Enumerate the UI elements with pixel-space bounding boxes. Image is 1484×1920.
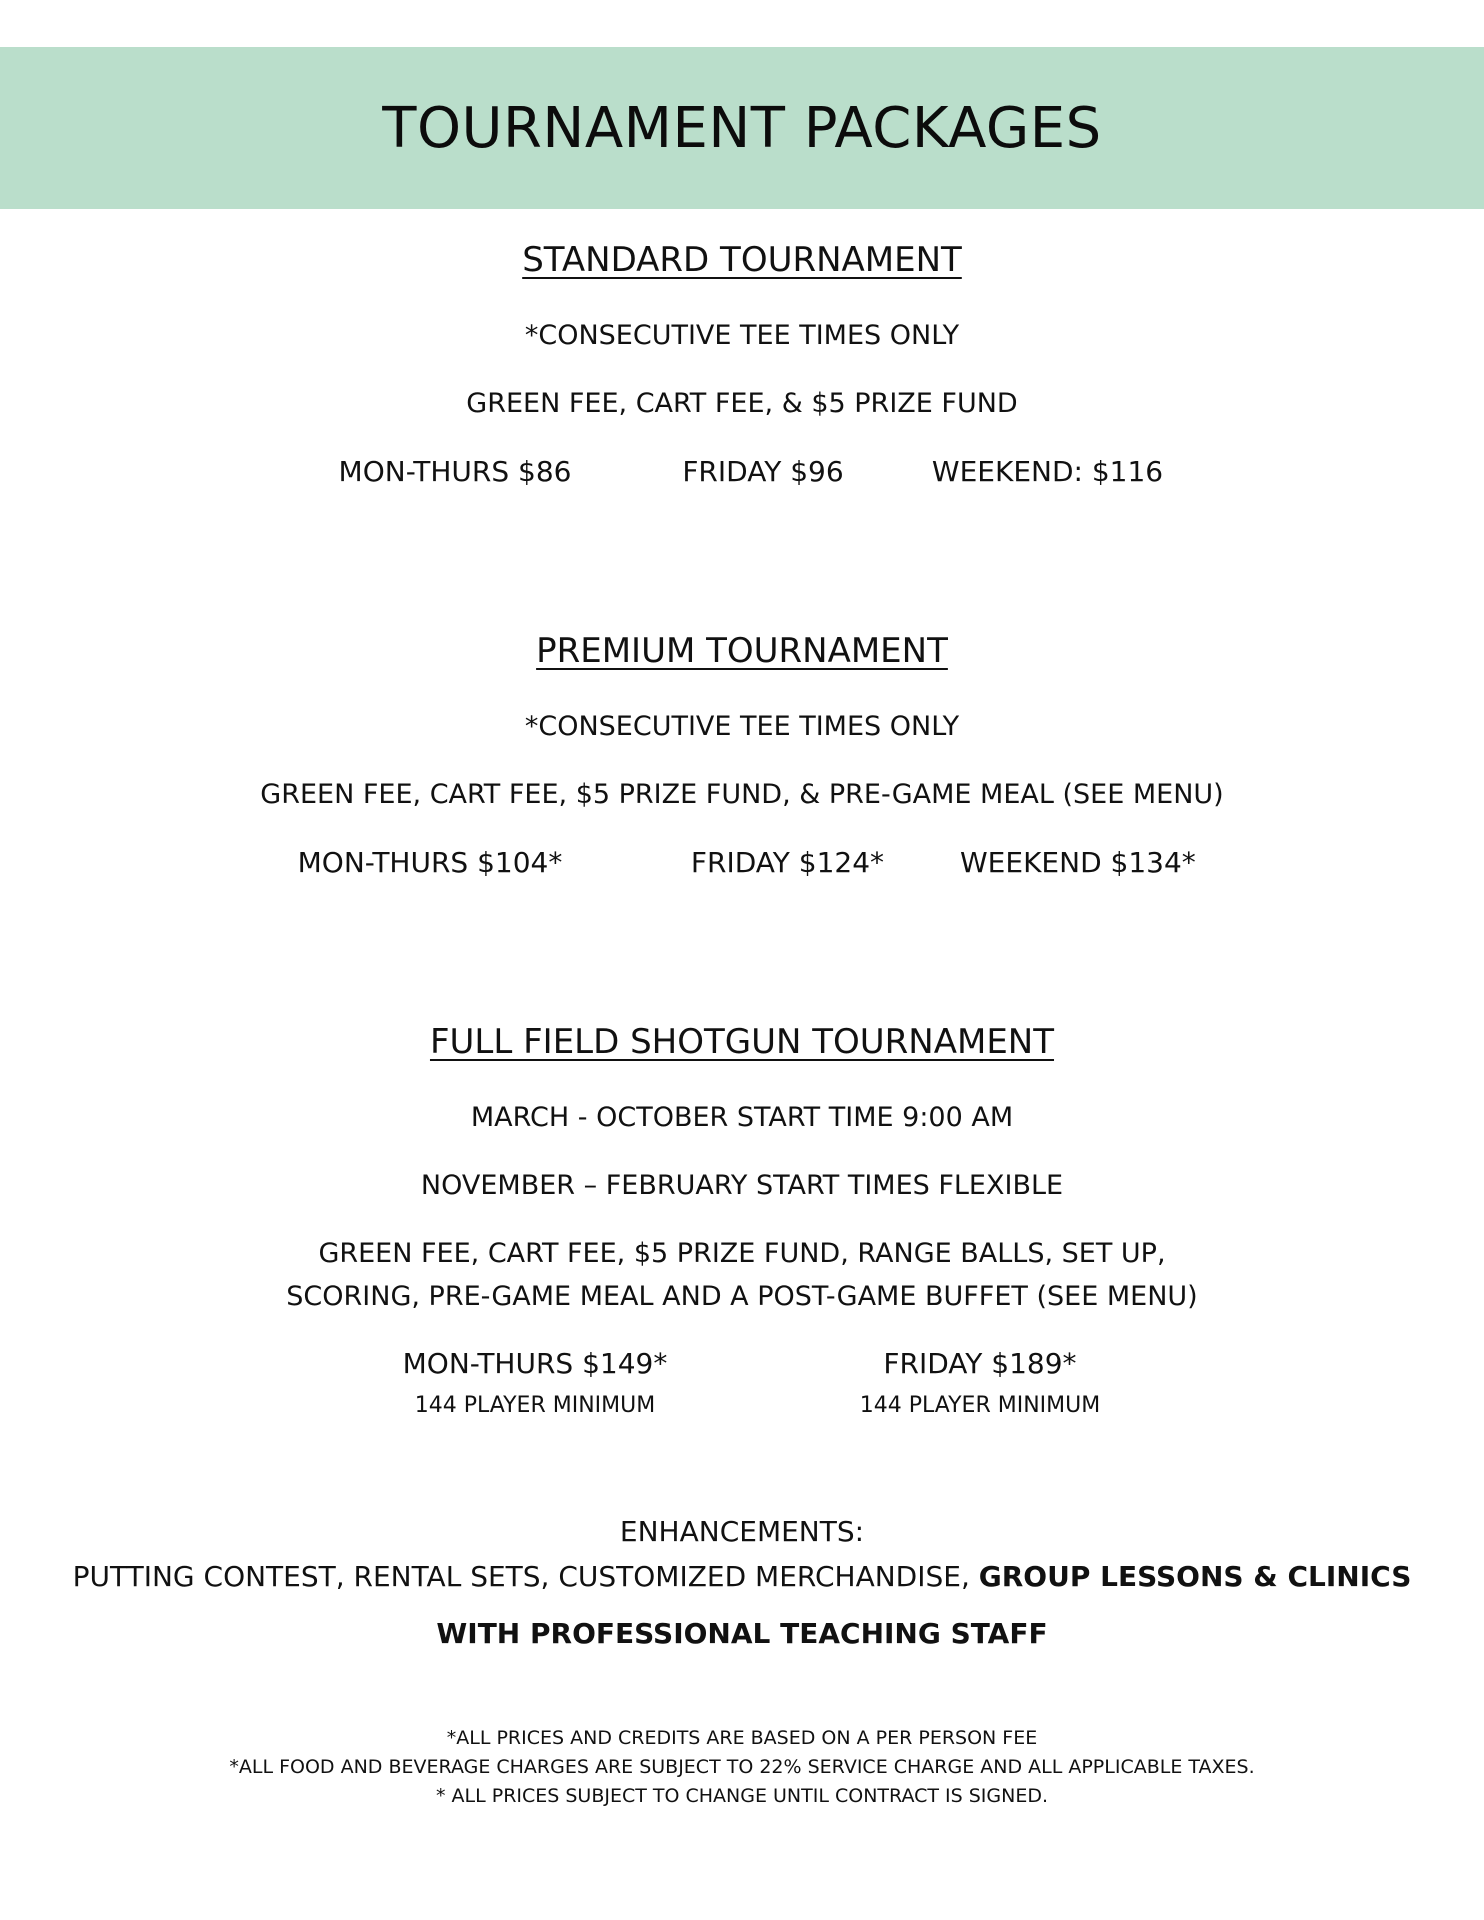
shotgun-includes-2: SCORING, PRE-GAME MEAL AND A POST-GAME BUFFET (SEE MENU) (286, 1281, 1198, 1312)
standard-price-mon-thurs: MON-THURS $86 (338, 455, 572, 488)
shotgun-includes-1: GREEN FEE, CART FEE, $5 PRIZE FUND, RANGE BALLS, SET UP, (318, 1238, 1166, 1269)
premium-includes: GREEN FEE, CART FEE, $5 PRIZE FUND, & PRE-GAME MEAL (SEE MENU) (260, 779, 1224, 810)
enhancements-items-regular: PUTTING CONTEST, RENTAL SETS, CUSTOMIZED MERCHANDISE, (72, 1560, 979, 1593)
shotgun-price-friday: FRIDAY $189* (883, 1347, 1077, 1380)
page-title: TOURNAMENT PACKAGES (382, 95, 1102, 161)
premium-price-mon-thurs: MON-THURS $104* (297, 846, 563, 879)
shotgun-schedule-2: NOVEMBER – FEBRUARY START TIMES FLEXIBLE (420, 1170, 1064, 1201)
footnote-3: * ALL PRICES SUBJECT TO CHANGE UNTIL CONTRACT IS SIGNED. (435, 1785, 1049, 1807)
premium-note: *CONSECUTIVE TEE TIMES ONLY (524, 711, 960, 742)
shotgun-price-mon-thurs: MON-THURS $149* (402, 1347, 668, 1380)
shotgun-schedule-1: MARCH - OCTOBER START TIME 9:00 AM (470, 1102, 1014, 1133)
standard-note: *CONSECUTIVE TEE TIMES ONLY (524, 320, 960, 351)
footnote-2: *ALL FOOD AND BEVERAGE CHARGES ARE SUBJECT TO 22% SERVICE CHARGE AND ALL APPLICABLE TAXES. (229, 1756, 1255, 1778)
shotgun-minimum-mon-thurs: 144 PLAYER MINIMUM (414, 1393, 656, 1418)
standard-price-friday: FRIDAY $96 (682, 455, 844, 488)
enhancements-heading: ENHANCEMENTS: (619, 1515, 865, 1548)
standard-price-weekend: WEEKEND: $116 (931, 455, 1164, 488)
header-banner (0, 47, 1484, 209)
premium-title: PREMIUM TOURNAMENT (536, 631, 948, 671)
shotgun-title: FULL FIELD SHOTGUN TOURNAMENT (429, 1022, 1055, 1062)
shotgun-minimum-friday: 144 PLAYER MINIMUM (859, 1393, 1101, 1418)
enhancements-items-bold: GROUP LESSONS & CLINICS (978, 1560, 1412, 1593)
premium-price-weekend: WEEKEND $134* (960, 846, 1196, 879)
enhancements-items-bold-2: WITH PROFESSIONAL TEACHING STAFF (436, 1617, 1048, 1650)
standard-includes: GREEN FEE, CART FEE, & $5 PRIZE FUND (466, 388, 1018, 419)
premium-price-friday: FRIDAY $124* (690, 846, 885, 879)
enhancements-items (0, 1560, 1484, 1593)
footnote-1: *ALL PRICES AND CREDITS ARE BASED ON A PER PERSON FEE (446, 1727, 1038, 1749)
standard-title: STANDARD TOURNAMENT (522, 240, 962, 280)
